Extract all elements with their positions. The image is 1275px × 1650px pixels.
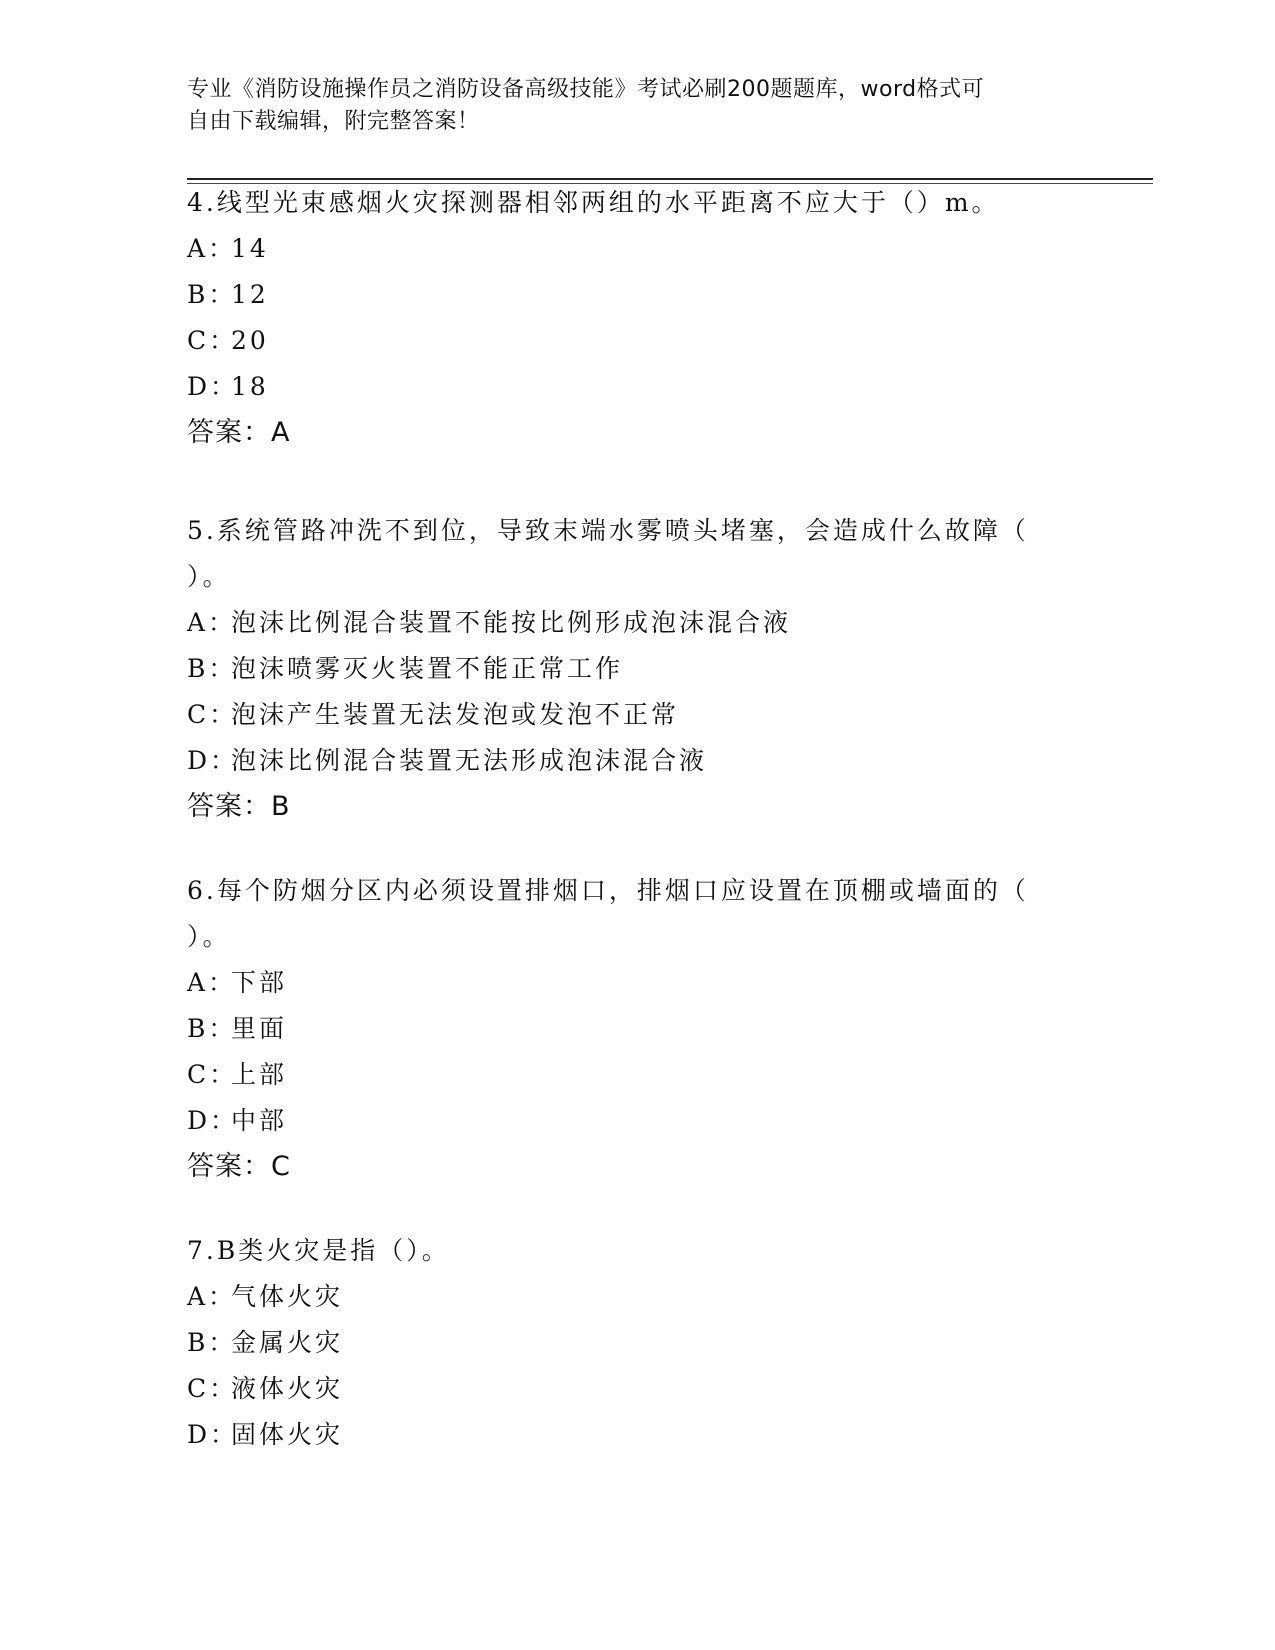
option-text: 上部 [231, 1060, 288, 1089]
question-4 [187, 180, 1067, 456]
question-stem: 5.系统管路冲洗不到位，导致末端水雾喷头堵塞，会造成什么故障（ [187, 516, 1029, 545]
option-d [187, 1412, 1067, 1458]
question-stem-continued: ）。 [187, 562, 231, 591]
option-b [187, 1320, 1067, 1366]
option-a [187, 960, 1067, 1006]
option-letter: B： [187, 1014, 237, 1043]
option-c [187, 1052, 1067, 1098]
option-letter: D： [187, 1106, 239, 1135]
option-text: 泡沫比例混合装置不能按比例形成泡沫混合液 [231, 608, 792, 637]
option-b [187, 1006, 1067, 1052]
option-letter: C： [187, 700, 238, 729]
option-text: 中部 [231, 1106, 288, 1135]
question-stem: 6.每个防烟分区内必须设置排烟口，排烟口应设置在顶棚或墙面的（ [187, 876, 1029, 905]
option-d [187, 364, 1067, 410]
option-letter: D： [187, 746, 239, 775]
question-7 [187, 1228, 1067, 1458]
option-text: 泡沫喷雾灭火装置不能正常工作 [231, 654, 624, 683]
option-c [187, 318, 1067, 364]
option-text: 气体火灾 [231, 1282, 344, 1311]
header-line-2: 自由下载编辑，附完整答案！ [187, 109, 480, 134]
option-text: 泡沫比例混合装置无法形成泡沫混合液 [231, 746, 708, 775]
option-letter: B： [187, 1328, 237, 1357]
option-letter: A： [187, 1282, 237, 1311]
option-d [187, 1098, 1067, 1144]
question-stem: 7.B类火灾是指（）。 [187, 1236, 450, 1265]
option-text: 12 [231, 280, 269, 309]
option-b [187, 646, 1067, 692]
answer: 答案：B [187, 791, 291, 822]
option-a [187, 1274, 1067, 1320]
option-a [187, 226, 1067, 272]
option-letter: C： [187, 1374, 238, 1403]
option-text: 18 [231, 372, 269, 401]
option-text: 20 [231, 326, 269, 355]
question-5 [187, 508, 1067, 830]
option-letter: D： [187, 1420, 239, 1449]
answer: 答案：C [187, 1151, 291, 1182]
option-letter: C： [187, 326, 238, 355]
option-letter: A： [187, 968, 237, 997]
option-c [187, 692, 1067, 738]
option-a [187, 600, 1067, 646]
question-6 [187, 868, 1067, 1190]
answer: 答案：A [187, 417, 291, 448]
header-line-1: 专业《消防设施操作员之消防设备高级技能》考试必刷200题题库，word格式可 [187, 77, 985, 102]
option-text: 泡沫产生装置无法发泡或发泡不正常 [231, 700, 680, 729]
option-c [187, 1366, 1067, 1412]
option-letter: B： [187, 654, 237, 683]
question-stem: 4.线型光束感烟火灾探测器相邻两组的水平距离不应大于（）m。 [187, 188, 1000, 217]
option-text: 里面 [231, 1014, 288, 1043]
question-stem-continued: ）。 [187, 922, 231, 951]
option-d [187, 738, 1067, 784]
option-b [187, 272, 1067, 318]
option-letter: A： [187, 234, 237, 263]
option-letter: C： [187, 1060, 238, 1089]
option-text: 固体火灾 [231, 1420, 344, 1449]
option-text: 金属火灾 [231, 1328, 344, 1357]
document-header [187, 74, 1067, 138]
option-text: 液体火灾 [231, 1374, 344, 1403]
option-text: 下部 [231, 968, 288, 997]
option-text: 14 [231, 234, 269, 263]
option-letter: A： [187, 608, 237, 637]
option-letter: B： [187, 280, 237, 309]
option-letter: D： [187, 372, 239, 401]
